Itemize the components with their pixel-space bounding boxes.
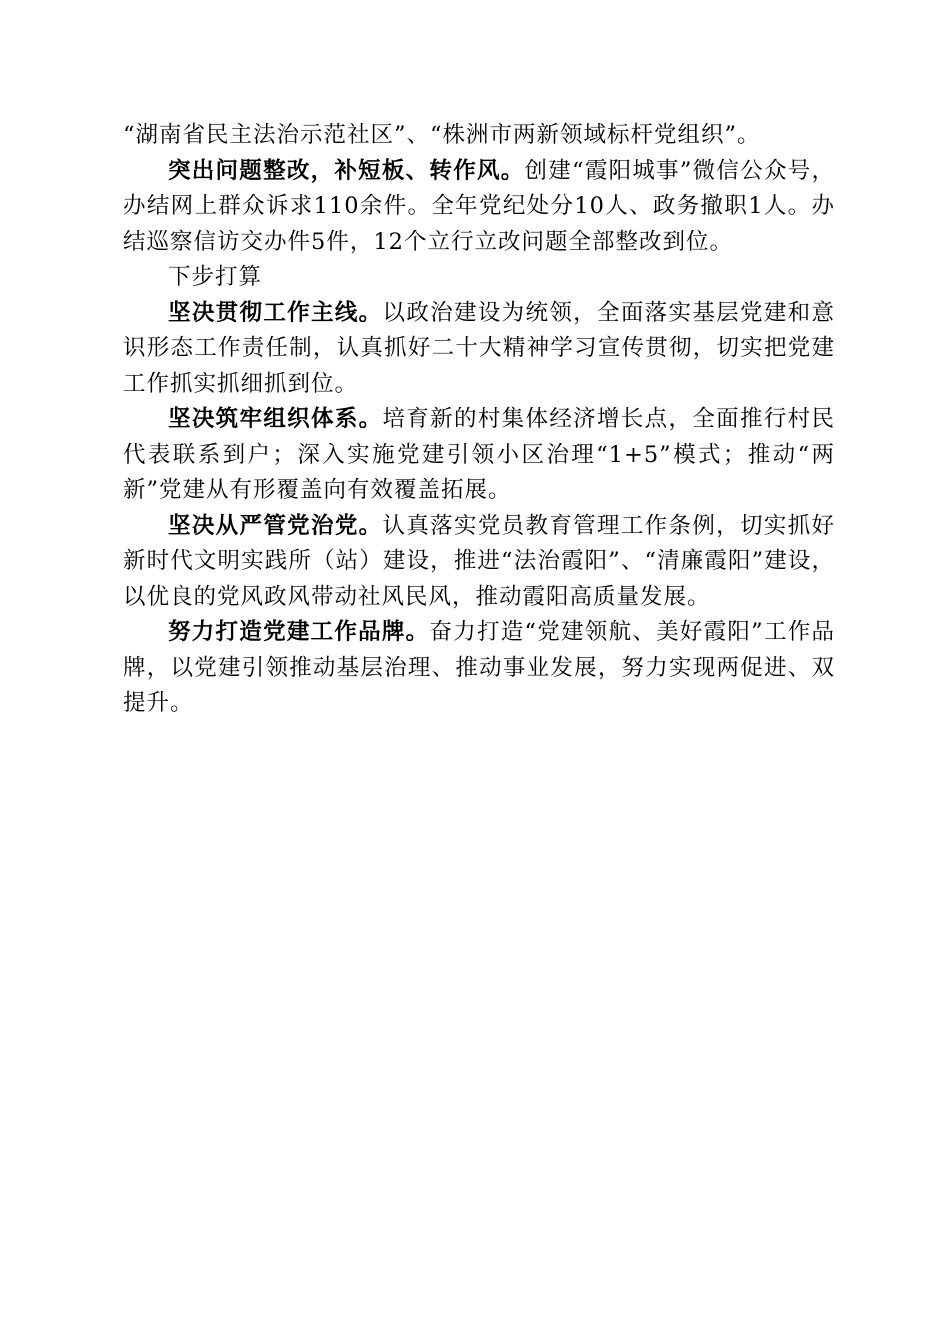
paragraph-strict-governance — [123, 509, 835, 616]
paragraph-text: “湖南省民主法治示范社区”、“株洲市两新领域标杆党组织”。 — [123, 122, 761, 148]
paragraph-heading: 坚决贯彻工作主线。 — [168, 299, 383, 326]
paragraph-main-line — [123, 296, 835, 403]
paragraph-text: 以政治建设为统领，全面落实基层党建和意识形态工作责任制，认真抓好二十大精神学习宣传贯彻，切实把党建工作抓实抓细抓到位。 — [123, 299, 835, 397]
paragraph-organization-system — [123, 402, 835, 509]
section-heading-next-steps — [123, 260, 835, 296]
paragraph-text: 奋力打造“党建领航、美好霞阳”工作品牌，以党建引领推动基层治理、推动事业发展，努力实现两促进、双提升。 — [123, 619, 835, 716]
paragraph-heading: 坚决从严管党治党。 — [168, 512, 383, 539]
paragraph-heading: 坚决筑牢组织体系。 — [168, 406, 383, 432]
document-body — [123, 118, 835, 722]
paragraph-text: 认真落实党员教育管理工作条例，切实抓好新时代文明实践所（站）建设，推进“法治霞阳”、“清廉霞阳”建设，以优良的党风政风带动社风民风，推动霞阳高质量发展。 — [123, 512, 835, 610]
paragraph-brand-building — [123, 615, 835, 722]
paragraph-heading: 突出问题整改，补短板、转作风。 — [168, 157, 525, 184]
paragraph-text: 培育新的村集体经济增长点，全面推行村民代表联系到户；深入实施党建引领小区治理“1+5”模式；推动“两新”党建从有形覆盖向有效覆盖拓展。 — [123, 406, 835, 503]
paragraph-text: 创建“霞阳城事”微信公众号，办结网上群众诉求110余件。全年党纪处分10人、政务撤职1人。办结巡察信访交办件5件，12个立行立改问题全部整改到位。 — [123, 157, 835, 255]
section-heading-text: 下步打算 — [168, 264, 263, 290]
paragraph-continuation — [123, 118, 835, 154]
paragraph-heading: 努力打造党建工作品牌。 — [168, 619, 430, 645]
paragraph-problem-rectification — [123, 154, 835, 261]
